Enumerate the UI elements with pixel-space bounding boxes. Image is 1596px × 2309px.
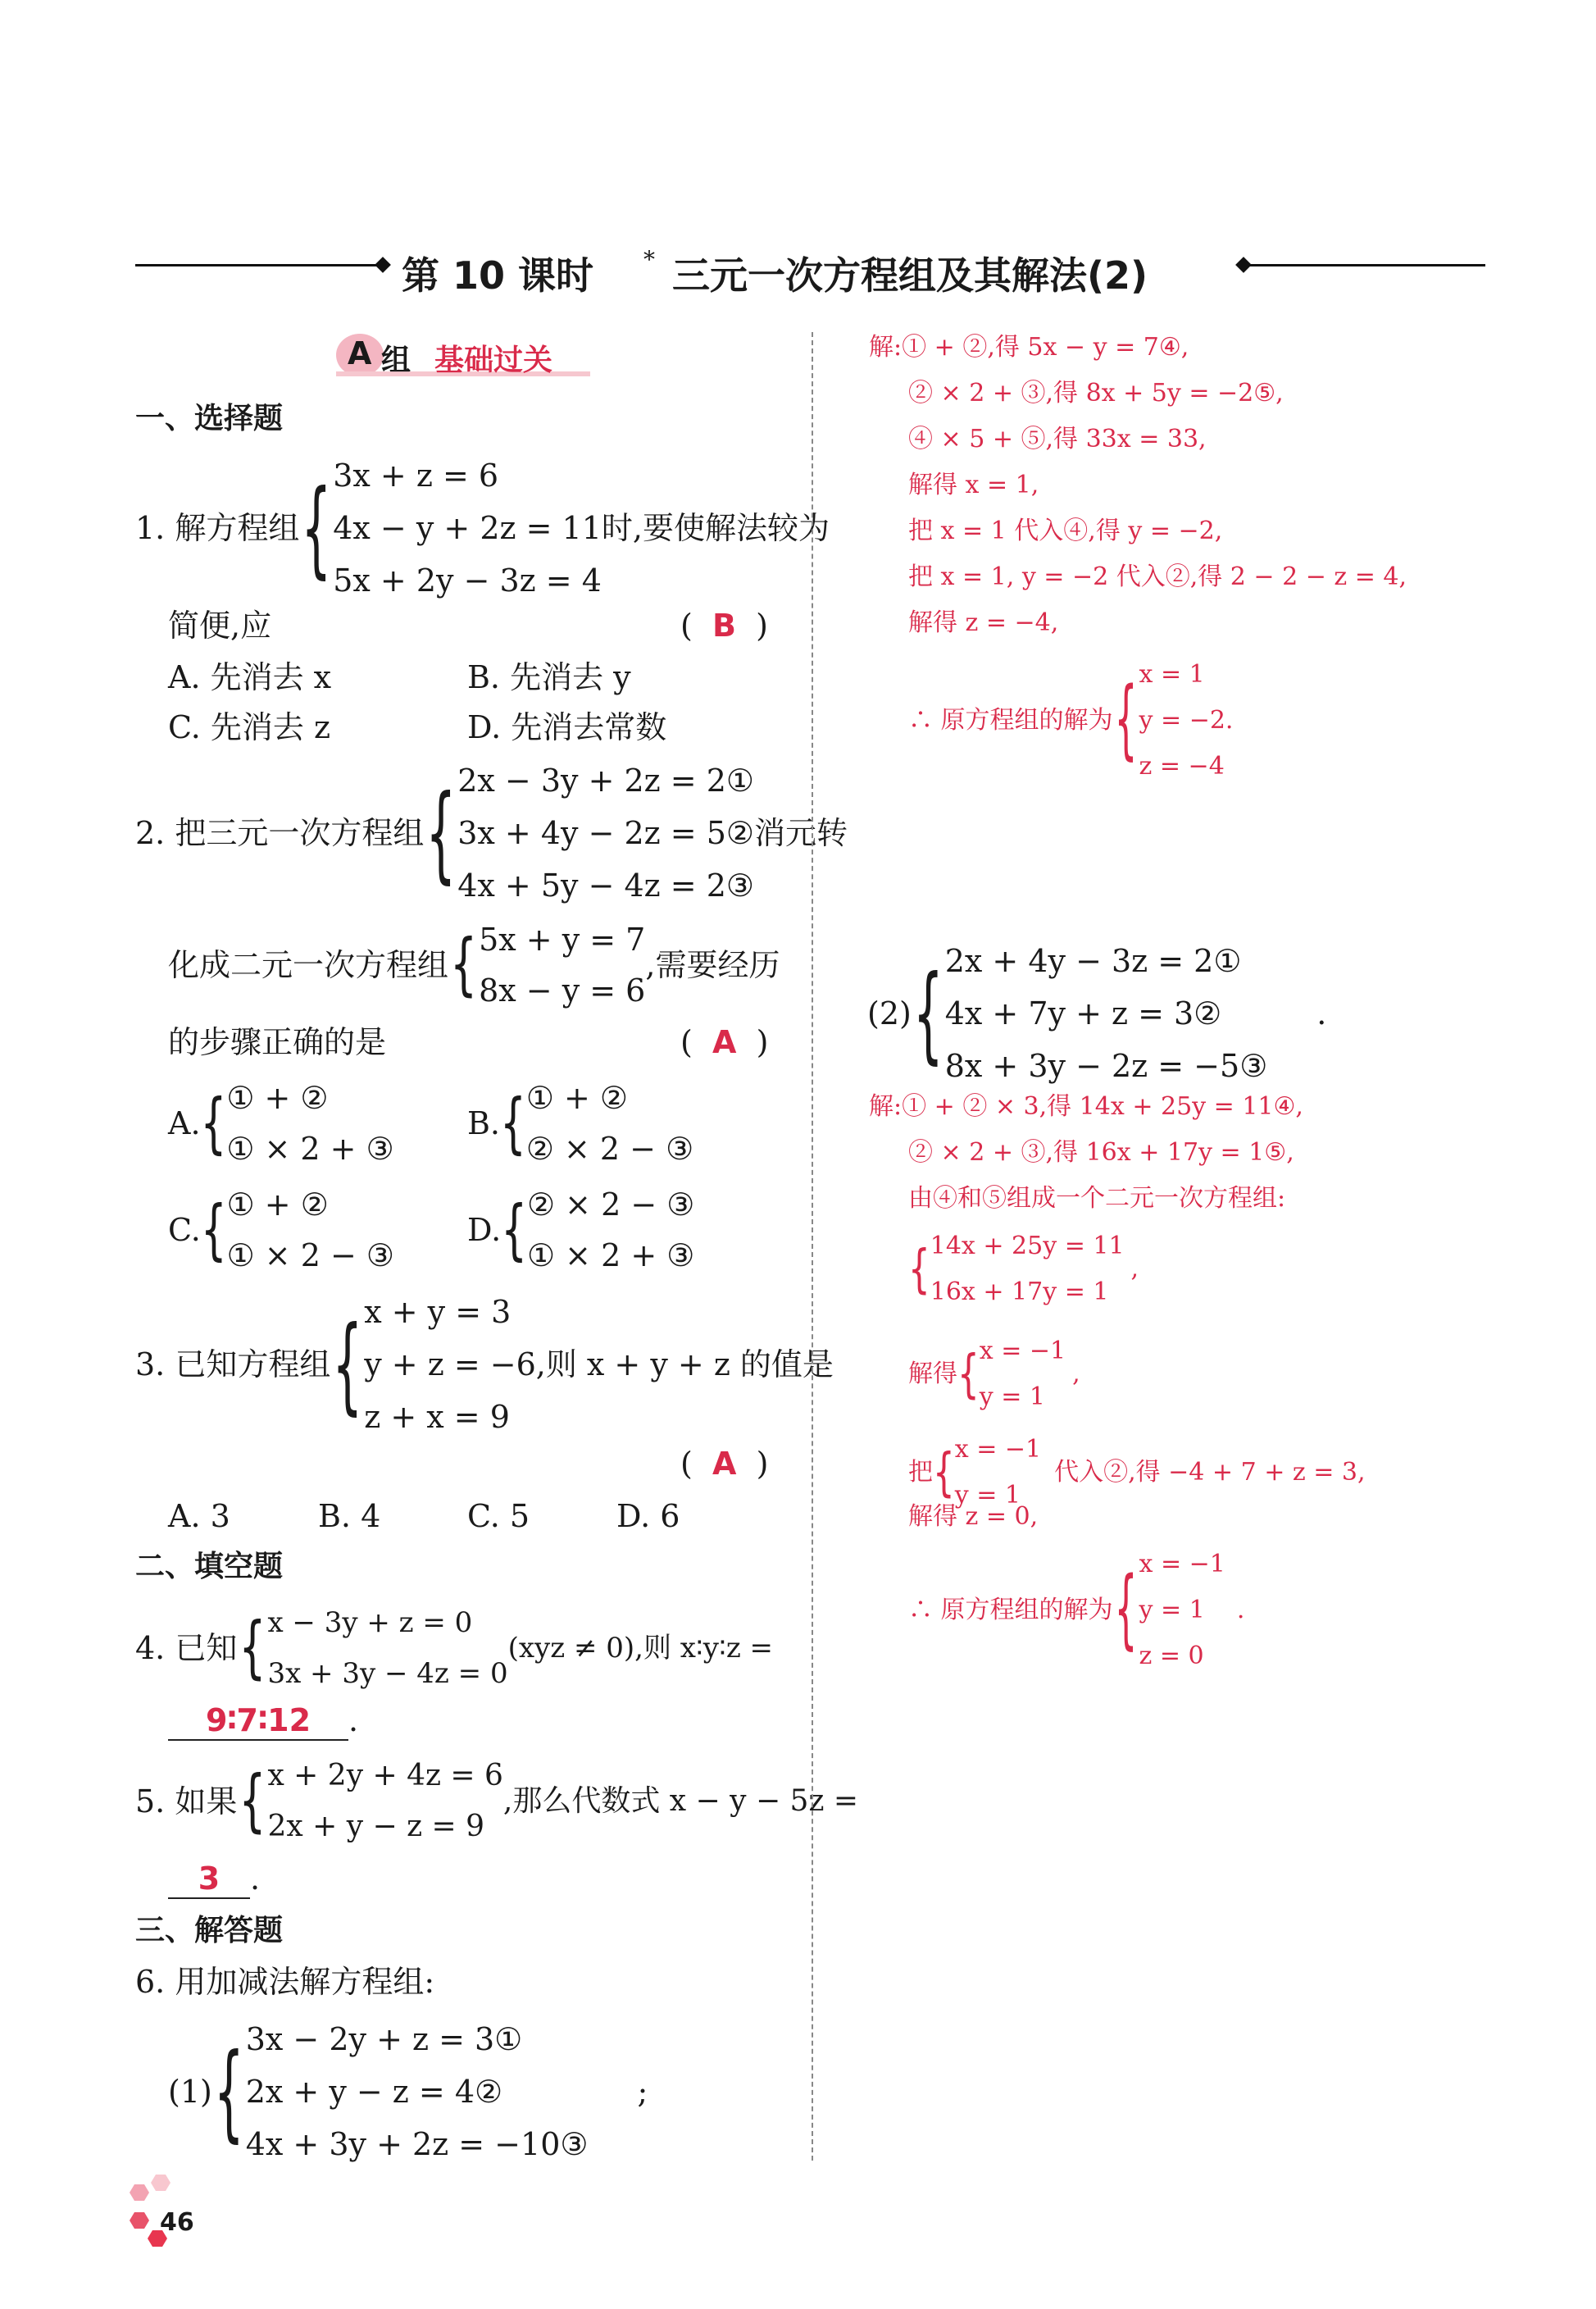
q2-answer-paren: ( A ) (680, 1024, 769, 1060)
q6-part2 (867, 935, 1326, 1092)
q2-option-c (168, 1179, 394, 1281)
group-letter: A (348, 335, 372, 371)
q2-eq3: 4x + 5y − 4z = 2③ (457, 868, 754, 904)
q2-opt-a-rows (226, 1073, 393, 1174)
sol2-conclusion (908, 1542, 1244, 1679)
q4-eq1: x − 3y + z = 0 (267, 1606, 473, 1639)
sol2-line1: 解:① + ② × 3,得 14x + 25y = 11④, (869, 1092, 1303, 1121)
sol2-solved-brace: { (957, 1343, 980, 1404)
q6-p2-brace: { (912, 952, 944, 1075)
header-rule-right (1248, 264, 1485, 266)
q1-option-c: C. 先消去 z (168, 709, 330, 745)
q6-p1-eq3: 4x + 3y + 2z = −10③ (245, 2126, 589, 2162)
q2-eq1: 2x − 3y + 2z = 2① (457, 763, 754, 799)
q2-prefix: 2. 把三元一次方程组 (135, 815, 425, 851)
q4-end: . (348, 1702, 359, 1738)
q4-eq2: 3x + 3y − 4z = 0 (267, 1657, 508, 1690)
sol2-final-end: . (1236, 1596, 1245, 1624)
sol1-line3: ④ × 5 + ⑤,得 33x = 33, (908, 425, 1207, 453)
column-divider (812, 332, 813, 2161)
q5-brace: { (239, 1762, 266, 1841)
sol2-sys-rows (930, 1223, 1125, 1315)
header-rule-left (135, 264, 381, 266)
q3-prefix: 3. 已知方程组 (135, 1346, 331, 1382)
q1-brace: { (301, 467, 332, 590)
q3-eq2: y + z = −6 (364, 1346, 536, 1382)
group-char: 组 (381, 344, 412, 377)
q3-eq1: x + y = 3 (364, 1294, 512, 1330)
q1-option-b: B. 先消去 y (467, 659, 631, 695)
q1-option-a: A. 先消去 x (168, 659, 332, 695)
q1-eq1: 3x + z = 6 (333, 458, 499, 494)
q2-opt-a-brace: { (200, 1085, 227, 1162)
q2-opt-d-brace: { (501, 1191, 528, 1268)
hexagon-shape (130, 2212, 149, 2229)
q2-equations (457, 754, 754, 912)
sol2-sys-end: , (1130, 1255, 1139, 1283)
q1-stem (135, 449, 830, 607)
section-choice-heading: 一、选择题 (135, 402, 284, 435)
q2-opt-c-label: C. (168, 1212, 201, 1248)
sol1-brace: { (1114, 669, 1138, 770)
q2-line3: 的步骤正确的是 (168, 1024, 387, 1060)
q6-p2-equations (945, 935, 1268, 1092)
q5-equations (267, 1751, 502, 1852)
sol1-line6: 把 x = 1, y = −2 代入②,得 2 − 2 − z = 4, (908, 562, 1407, 591)
q3-option-b: B. 4 (318, 1498, 381, 1534)
q1-line2: 简便,应 (168, 608, 272, 644)
q2-option-b (467, 1073, 693, 1174)
q1-prefix: 1. 解方程组 (135, 510, 300, 546)
q2-opt-c-row1: ① + ② (226, 1186, 329, 1223)
sol2-sub-text: 代入②,得 −4 + 7 + z = 3, (1054, 1458, 1366, 1487)
q2-mid-equations (479, 914, 645, 1016)
q6-p1-label: (1) (168, 2074, 212, 2110)
sol2-final-z: z = 0 (1139, 1642, 1204, 1670)
sol2-line3: 由④和⑤组成一个二元一次方程组: (908, 1184, 1286, 1213)
lesson-number: 第 10 课时 (402, 253, 594, 298)
q1-eq2: 4x − y + 2z = 11 (333, 510, 602, 546)
q5-stem (135, 1751, 858, 1852)
q2-opt-b-label: B. (467, 1105, 501, 1141)
q6-part1 (168, 2013, 648, 2170)
sol2-sub-label: 把 (908, 1458, 933, 1487)
title-star: * (643, 246, 655, 273)
sol2-solved-label: 解得 (908, 1359, 957, 1388)
q2-mid-eq1: 5x + y = 7 (479, 922, 646, 958)
sol2-system (908, 1223, 1139, 1315)
q4-suffix: (xyz ≠ 0),则 x∶y∶z = (507, 1632, 774, 1665)
q2-opt-d-row2: ① × 2 + ③ (527, 1237, 695, 1273)
sol2-final-x: x = −1 (1139, 1550, 1225, 1578)
group-badge (336, 332, 590, 380)
q3-option-d: D. 6 (616, 1498, 680, 1534)
q5-end: . (250, 1860, 261, 1897)
sol2-concl-text: ∴ 原方程组的解为 (908, 1596, 1113, 1624)
q4-prefix: 4. 已知 (135, 1630, 238, 1666)
q3-suffix: ,则 x + y + z 的值是 (535, 1346, 834, 1382)
q6-p2-end: . (1316, 995, 1327, 1032)
sol1-y: y = −2. (1139, 706, 1234, 735)
q2-brace: { (425, 772, 457, 895)
q2-answer: A (712, 1024, 737, 1060)
q2-mid-suffix: ,需要经历 (645, 947, 780, 983)
q6-p2-eq2: 4x + 7y + z = 3② (944, 995, 1222, 1032)
q3-stem (135, 1286, 834, 1443)
q1-suffix: 时,要使解法较为 (601, 510, 830, 546)
sol2-z-line: 解得 z = 0, (908, 1502, 1039, 1531)
section-solve-heading: 三、解答题 (135, 1914, 284, 1947)
sol2-sub-brace: { (933, 1441, 955, 1502)
page-title: 三元一次方程组及其解法(2) (672, 253, 1148, 298)
sol1-line4: 解得 x = 1, (908, 471, 1039, 499)
group-label: 基础过关 (434, 344, 553, 377)
sol1-line2: ② × 2 + ③,得 8x + 5y = −2⑤, (908, 379, 1284, 408)
sol2-solved-rows (980, 1328, 1066, 1420)
q2-opt-d-row1: ② × 2 − ③ (527, 1186, 695, 1223)
sol2-sys-row1: 14x + 25y = 11 (930, 1232, 1125, 1260)
section-fill-heading: 二、填空题 (135, 1550, 284, 1583)
q2-opt-c-brace: { (200, 1191, 227, 1268)
q4-blank (168, 1701, 358, 1741)
q2-suffix: 消元转 (753, 815, 848, 851)
q2-opt-c-row2: ① × 2 − ③ (226, 1237, 394, 1273)
q2-opt-b-brace: { (500, 1085, 526, 1162)
q6-p1-end: ; (637, 2074, 648, 2110)
sol1-x: x = 1 (1139, 660, 1205, 689)
sol1-solution (1139, 652, 1234, 790)
q3-answer: A (712, 1446, 737, 1482)
q1-answer: B (712, 608, 736, 644)
page-number: 46 (160, 2208, 194, 2237)
q2-opt-a-row1: ① + ② (226, 1080, 329, 1116)
hexagon-shape (151, 2175, 171, 2191)
q2-mid-brace: { (450, 926, 478, 1004)
q2-mid-eq2: 8x − y = 6 (479, 972, 646, 1009)
q3-option-a: A. 3 (168, 1498, 230, 1534)
q2-option-a (168, 1073, 394, 1174)
q5-prefix: 5. 如果 (135, 1783, 238, 1819)
q5-eq1: x + 2y + 4z = 6 (267, 1759, 503, 1792)
q2-stem (135, 754, 848, 912)
sol2-sys-row2: 16x + 17y = 1 (930, 1277, 1109, 1306)
sol2-sub-x: x = −1 (954, 1435, 1042, 1464)
sol2-line2: ② × 2 + ③,得 16x + 17y = 1⑤, (908, 1138, 1294, 1167)
q2-opt-c-rows (227, 1179, 394, 1281)
header-diamond-left (375, 257, 391, 273)
q6-p2-eq1: 2x + 4y − 3z = 2① (944, 943, 1242, 979)
q5-eq2: 2x + y − z = 9 (267, 1810, 485, 1843)
q6-p1-eq2: 2x + y − z = 4② (245, 2074, 503, 2110)
q4-brace: { (239, 1609, 266, 1687)
sol1-z: z = −4 (1139, 752, 1225, 781)
sol1-concl-text: ∴ 原方程组的解为 (908, 706, 1113, 735)
q6-p1-equations (246, 2013, 589, 2170)
q2-mid-prefix: 化成二元一次方程组 (168, 947, 449, 983)
q2-opt-a-label: A. (168, 1105, 201, 1141)
sol1-conclusion (908, 652, 1233, 790)
q6-p2-eq3: 8x + 3y − 2z = −5③ (944, 1048, 1268, 1084)
q3-equations (364, 1286, 536, 1443)
sol1-line1: 解:① + ②,得 5x − y = 7④, (869, 333, 1189, 362)
sol2-solved (908, 1328, 1080, 1420)
q6-stem: 6. 用加减法解方程组: (135, 1964, 435, 2000)
q5-blank (168, 1860, 260, 1899)
q2-opt-d-rows (527, 1179, 694, 1281)
sol2-solved-end: , (1072, 1359, 1080, 1388)
q1-answer-paren: ( B ) (680, 608, 768, 644)
sol2-solved-x: x = −1 (979, 1337, 1066, 1365)
sol1-line5: 把 x = 1 代入④,得 y = −2, (908, 517, 1223, 545)
q2-mid-line (168, 914, 780, 1016)
sol2-final-brace: { (1114, 1559, 1138, 1660)
sol2-final-rows (1139, 1542, 1225, 1679)
q4-stem (135, 1597, 773, 1699)
q3-answer-paren: ( A ) (680, 1446, 769, 1482)
q2-eq2: 3x + 4y − 2z = 5② (457, 815, 754, 851)
q2-opt-a-row2: ① × 2 + ③ (226, 1131, 394, 1167)
q2-opt-d-label: D. (467, 1212, 502, 1248)
q5-answer: 3 (168, 1860, 250, 1899)
sol2-sub-y: y = 1 (954, 1481, 1021, 1510)
q4-answer: 9∶7∶12 (168, 1701, 348, 1741)
q6-p1-brace: { (213, 2030, 244, 2153)
q1-option-d: D. 先消去常数 (467, 709, 667, 745)
sol2-sys-brace: { (908, 1238, 930, 1299)
q2-opt-b-rows (526, 1073, 693, 1174)
sol2-solved-y: y = 1 (979, 1382, 1045, 1411)
hexagon-shape (130, 2184, 149, 2201)
q2-opt-b-row2: ② × 2 − ③ (525, 1131, 694, 1167)
q3-brace: { (332, 1303, 363, 1426)
q3-eq3: z + x = 9 (364, 1399, 510, 1435)
q1-equations (333, 449, 602, 607)
q3-option-c: C. 5 (467, 1498, 530, 1534)
q2-option-d (467, 1179, 694, 1281)
q6-p2-label: (2) (867, 995, 912, 1032)
sol1-line7: 解得 z = −4, (908, 608, 1059, 637)
sol2-final-y: y = 1 (1139, 1596, 1205, 1624)
q4-equations (267, 1597, 507, 1699)
q1-eq3: 5x + 2y − 3z = 4 (333, 562, 602, 599)
q5-suffix: ,那么代数式 x − y − 5z = (502, 1784, 859, 1818)
q6-p1-eq1: 3x − 2y + z = 3① (245, 2021, 523, 2057)
q2-opt-b-row1: ① + ② (525, 1080, 628, 1116)
